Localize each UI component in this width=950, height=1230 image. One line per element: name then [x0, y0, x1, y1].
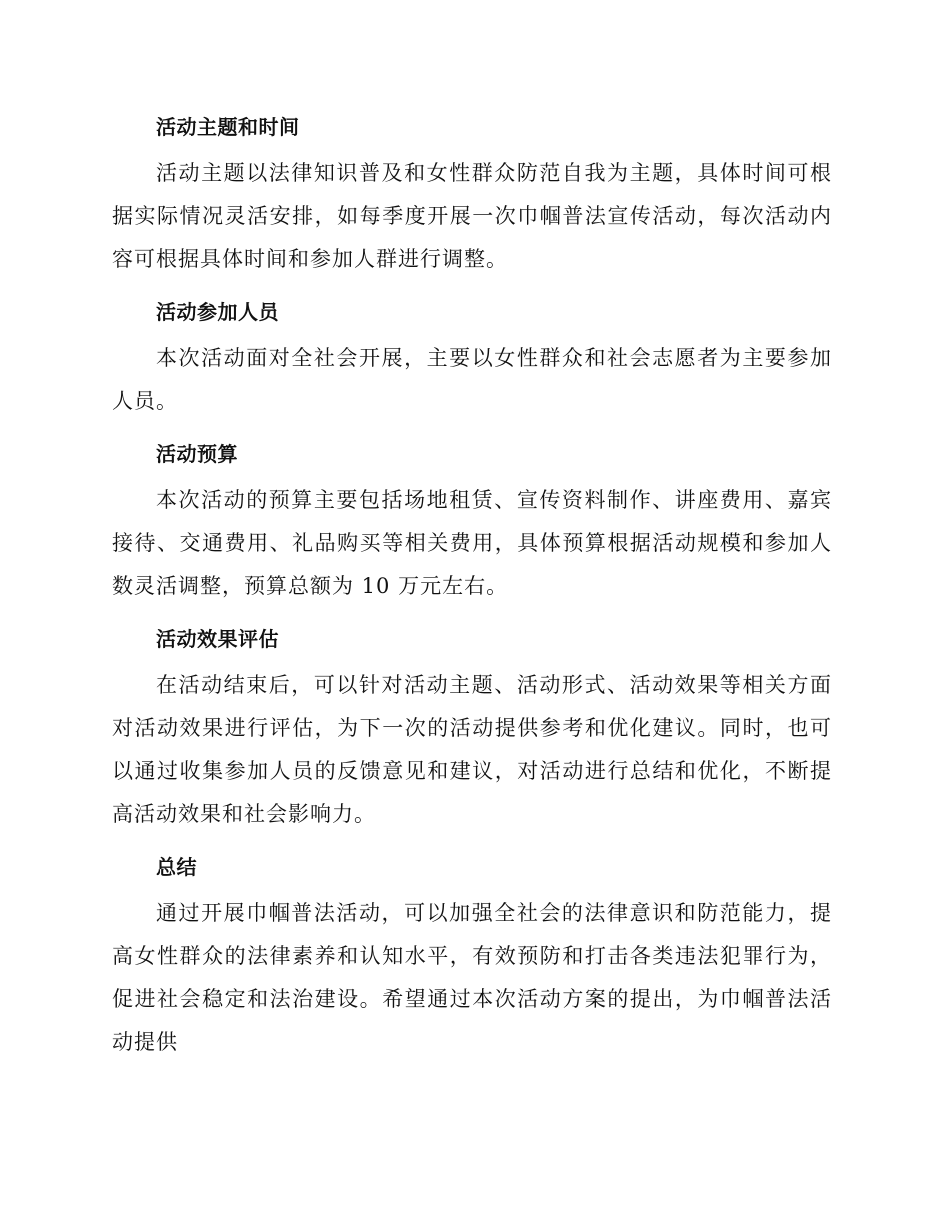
section-paragraph: 通过开展巾帼普法活动，可以加强全社会的法律意识和防范能力，提高女性群众的法律素养和认知水平，有效预防和打击各类违法犯罪行为，促进社会稳定和法治建设。希望通过本次活动方案的提出，为巾帼普法活动提供 [112, 901, 832, 1054]
section-heading: 活动效果评估 [156, 627, 279, 651]
section-heading: 总结 [156, 855, 197, 879]
document-content [112, 108, 832, 1076]
section-paragraph: 本次活动的预算主要包括场地租赁、宣传资料制作、讲座费用、嘉宾接待、交通费用、礼品购买等相关费用，具体预算根据活动规模和参加人数灵活调整，预算总额为 10 万元左右。 [112, 488, 832, 598]
section-heading: 活动主题和时间 [156, 115, 300, 139]
section-heading: 活动预算 [156, 442, 238, 466]
section-summary [112, 848, 832, 1064]
section-budget [112, 435, 832, 608]
section-participants [112, 293, 832, 423]
section-paragraph: 在活动结束后，可以针对活动主题、活动形式、活动效果等相关方面对活动效果进行评估，为下一次的活动提供参考和优化建议。同时，也可以通过收集参加人员的反馈意见和建议，对活动进行总结和优化，不断提高活动效果和社会影响力。 [112, 673, 832, 826]
section-theme-time [112, 108, 832, 281]
section-paragraph: 本次活动面对全社会开展，主要以女性群众和社会志愿者为主要参加人员。 [112, 346, 832, 413]
section-heading: 活动参加人员 [156, 300, 279, 324]
section-evaluation [112, 620, 832, 836]
section-paragraph: 活动主题以法律知识普及和女性群众防范自我为主题，具体时间可根据实际情况灵活安排，如每季度开展一次巾帼普法宣传活动，每次活动内容可根据具体时间和参加人群进行调整。 [112, 161, 832, 271]
